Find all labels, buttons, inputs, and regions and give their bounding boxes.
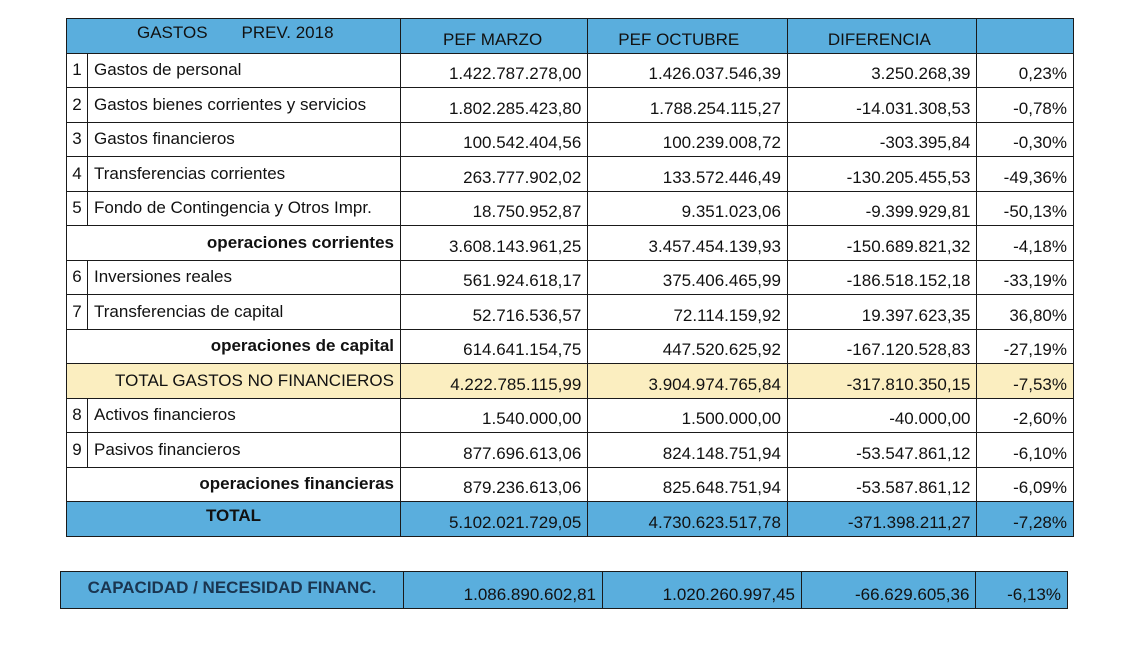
row-diferencia: -130.205.455,53 xyxy=(787,157,977,192)
subtotal-label: operaciones corrientes xyxy=(67,226,401,261)
row-diferencia: -371.398.211,27 xyxy=(787,502,977,537)
row-pct: 0,23% xyxy=(977,53,1074,88)
row-diferencia: -9.399.929,81 xyxy=(787,191,977,226)
row-number: 2 xyxy=(67,88,88,123)
table-row xyxy=(67,157,1074,192)
table-row xyxy=(67,295,1074,330)
row-pct: -0,78% xyxy=(977,88,1074,123)
row-diferencia: -303.395,84 xyxy=(787,122,977,157)
capacidad-label: CAPACIDAD / NECESIDAD FINANC. xyxy=(61,572,404,609)
table-row xyxy=(67,398,1074,433)
row-octubre: 375.406.465,99 xyxy=(588,260,788,295)
row-marzo: 1.540.000,00 xyxy=(401,398,588,433)
total-no-financieros-label: TOTAL GASTOS NO FINANCIEROS xyxy=(67,364,401,399)
row-label: Gastos de personal xyxy=(88,53,401,88)
header-col-octubre: PEF OCTUBRE xyxy=(588,19,788,54)
row-octubre: 1.500.000,00 xyxy=(588,398,788,433)
header-col-pct xyxy=(977,19,1074,54)
row-diferencia: -14.031.308,53 xyxy=(787,88,977,123)
row-number: 4 xyxy=(67,157,88,192)
row-octubre: 100.239.008,72 xyxy=(588,122,788,157)
row-diferencia: 3.250.268,39 xyxy=(787,53,977,88)
row-octubre: 9.351.023,06 xyxy=(588,191,788,226)
row-octubre: 72.114.159,92 xyxy=(588,295,788,330)
header-col-diferencia: DIFERENCIA xyxy=(787,19,977,54)
row-marzo: 614.641.154,75 xyxy=(401,329,588,364)
row-diferencia: -186.518.152,18 xyxy=(787,260,977,295)
subtotal-label: operaciones de capital xyxy=(67,329,401,364)
row-marzo: 52.716.536,57 xyxy=(401,295,588,330)
row-pct: -2,60% xyxy=(977,398,1074,433)
row-octubre: 825.648.751,94 xyxy=(588,467,788,502)
capacidad-diferencia: -66.629.605,36 xyxy=(802,572,976,609)
row-marzo: 100.542.404,56 xyxy=(401,122,588,157)
row-pct: -33,19% xyxy=(977,260,1074,295)
row-label: Pasivos financieros xyxy=(88,433,401,468)
row-diferencia: -53.547.861,12 xyxy=(787,433,977,468)
row-number: 8 xyxy=(67,398,88,433)
row-diferencia: -167.120.528,83 xyxy=(787,329,977,364)
table-row xyxy=(67,191,1074,226)
row-octubre: 4.730.623.517,78 xyxy=(588,502,788,537)
table-header-row xyxy=(67,19,1074,54)
row-diferencia: -317.810.350,15 xyxy=(787,364,977,399)
row-diferencia: -40.000,00 xyxy=(787,398,977,433)
row-marzo: 263.777.902,02 xyxy=(401,157,588,192)
row-label: Fondo de Contingencia y Otros Impr. xyxy=(88,191,401,226)
row-diferencia: -150.689.821,32 xyxy=(787,226,977,261)
table-row xyxy=(67,260,1074,295)
row-label: Transferencias de capital xyxy=(88,295,401,330)
row-octubre: 1.788.254.115,27 xyxy=(588,88,788,123)
subtotal-row xyxy=(67,467,1074,502)
row-diferencia: -53.587.861,12 xyxy=(787,467,977,502)
row-octubre: 133.572.446,49 xyxy=(588,157,788,192)
row-marzo: 5.102.021.729,05 xyxy=(401,502,588,537)
subtotal-label: operaciones financieras xyxy=(67,467,401,502)
capacidad-row xyxy=(61,572,1068,609)
row-label: Transferencias corrientes xyxy=(88,157,401,192)
capacidad-pct: -6,13% xyxy=(976,572,1068,609)
subtotal-row xyxy=(67,226,1074,261)
header-title-cell xyxy=(67,19,401,54)
row-pct: 36,80% xyxy=(977,295,1074,330)
table-row xyxy=(67,88,1074,123)
row-label: Inversiones reales xyxy=(88,260,401,295)
row-number: 6 xyxy=(67,260,88,295)
capacidad-octubre: 1.020.260.997,45 xyxy=(603,572,802,609)
row-octubre: 447.520.625,92 xyxy=(588,329,788,364)
total-no-financieros-row xyxy=(67,364,1074,399)
gastos-table xyxy=(66,18,1074,537)
total-row xyxy=(67,502,1074,537)
row-marzo: 4.222.785.115,99 xyxy=(401,364,588,399)
row-label: Gastos financieros xyxy=(88,122,401,157)
row-label: Gastos bienes corrientes y servicios xyxy=(88,88,401,123)
row-marzo: 1.422.787.278,00 xyxy=(401,53,588,88)
row-pct: -7,53% xyxy=(977,364,1074,399)
row-number: 3 xyxy=(67,122,88,157)
capacidad-marzo: 1.086.890.602,81 xyxy=(404,572,603,609)
capacidad-table xyxy=(60,571,1068,609)
table-row xyxy=(67,53,1074,88)
row-octubre: 3.904.974.765,84 xyxy=(588,364,788,399)
subtotal-row xyxy=(67,329,1074,364)
header-subtitle: PREV. 2018 xyxy=(241,23,334,42)
row-number: 7 xyxy=(67,295,88,330)
row-pct: -4,18% xyxy=(977,226,1074,261)
row-octubre: 3.457.454.139,93 xyxy=(588,226,788,261)
row-marzo: 1.802.285.423,80 xyxy=(401,88,588,123)
row-number: 5 xyxy=(67,191,88,226)
total-label: TOTAL xyxy=(67,502,401,537)
row-marzo: 3.608.143.961,25 xyxy=(401,226,588,261)
header-col-marzo: PEF MARZO xyxy=(401,19,588,54)
row-diferencia: 19.397.623,35 xyxy=(787,295,977,330)
row-pct: -49,36% xyxy=(977,157,1074,192)
row-pct: -7,28% xyxy=(977,502,1074,537)
row-marzo: 561.924.618,17 xyxy=(401,260,588,295)
table-row xyxy=(67,122,1074,157)
row-pct: -0,30% xyxy=(977,122,1074,157)
row-number: 9 xyxy=(67,433,88,468)
row-number: 1 xyxy=(67,53,88,88)
row-marzo: 877.696.613,06 xyxy=(401,433,588,468)
row-octubre: 1.426.037.546,39 xyxy=(588,53,788,88)
row-pct: -6,09% xyxy=(977,467,1074,502)
row-label: Activos financieros xyxy=(88,398,401,433)
header-title: GASTOS xyxy=(137,23,208,42)
table-row xyxy=(67,433,1074,468)
row-octubre: 824.148.751,94 xyxy=(588,433,788,468)
row-marzo: 18.750.952,87 xyxy=(401,191,588,226)
row-marzo: 879.236.613,06 xyxy=(401,467,588,502)
row-pct: -6,10% xyxy=(977,433,1074,468)
row-pct: -50,13% xyxy=(977,191,1074,226)
row-pct: -27,19% xyxy=(977,329,1074,364)
